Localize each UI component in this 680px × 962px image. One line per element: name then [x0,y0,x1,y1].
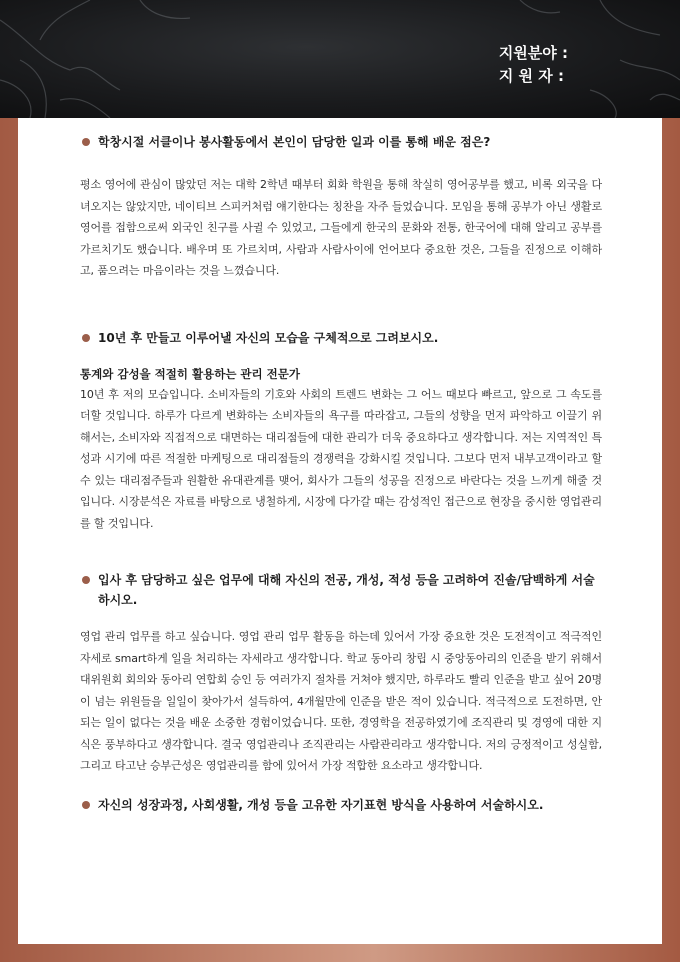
coral-decoration [0,0,680,118]
question-text: 학창시절 서클이나 봉사활동에서 본인이 담당한 일과 이를 통해 배운 점은? [98,135,491,149]
bullet-icon [82,801,90,809]
answer-subheading: 통계와 감성을 적절히 활용하는 관리 전문가 [80,366,300,381]
bullet-icon [82,138,90,146]
bullet-icon [82,576,90,584]
answer-paragraph: 영업 관리 업무를 하고 싶습니다. 영업 관리 업무 활동을 하는데 있어서 가장 중요한 것은 도전적이고 적극적인 자세로 smart하게 일을 처리하는 자세라고 생각합니다. 학교 동아리 창립 시 중앙동아리의 인준을 받기 위해서 대위원회 회의와 동아리 연합회 승인 등 여러가지 절차를 거쳐야 했지만, 하루라도 빨리 인준을 받고 싶어 20명이 넘는 위원들을 일일이 찾아가서 설득하여, 4개월만에 인준을 받은 적이 있습니다. 적극적으로 도전하면, 안 되는 일이 없다는 것을 배운 소중한 경험이었습니다. 또한, 경영학을 전공하였기에 조직관리 및 경영에 대한 지식은 풍부하다고 생각합니다. 결국 영업관리나 조직관리는 사람관리라고 생각합니다. 저의 긍정적이고 성실함, 그리고 타고난 승부근성은 영업관리를 함에 있어서 가장 적합한 요소라고 생각합니다. [80,630,602,772]
question-heading [80,132,602,152]
page-header [0,0,680,118]
question-heading [80,795,602,815]
answer-paragraph: 10년 후 저의 모습입니다. 소비자들의 기호와 사회의 트렌드 변화는 그 어느 때보다 빠르고, 앞으로 그 속도를 더할 것입니다. 하루가 다르게 변화하는 소비자들의 욕구를 따라잡고, 그들의 성향을 먼저 파악하고 이끌기 위해서는, 소비자와 직접적으로 대면하는 대리점들에 대한 관리가 더욱 중요하다고 생각합니다. 저는 지역적인 특성과 시기에 따른 적절한 마케팅으로 대리점들의 경쟁력을 강화시킬 것입니다. 그보다 먼저 내부고객이라고 할 수 있는 대리점주들과 원활한 유대관계를 맺어, 회사가 그들의 성공을 진정으로 바란다는 것을 느끼게 해줄 것입니다. 시장분석은 자료를 바탕으로 냉철하게, 시장에 다가갈 때는 감성적인 접근으로 현장을 중시한 영업관리를 할 것입니다. [80,387,602,530]
question-text: 자신의 성장과정, 사회생활, 개성 등을 고유한 자기표현 방식을 사용하여 서술하시오. [98,797,544,812]
applicant-label: 지 원 자 : [498,67,564,85]
document-content [80,128,602,815]
answer-paragraph: 평소 영어에 관심이 많았던 저는 대학 2학년 때부터 회화 학원을 통해 착실히 영어공부를 했고, 비록 외국을 다녀오지는 않았지만, 네이티브 스피커처럼 얘기한다는 칭찬을 자주 들었습니다. 모임을 통해 공부가 아닌 생활로 영어를 접함으로써 외국인 친구를 사귈 수 있었고, 그들에게 한국의 문화와 전통, 한국어에 대해 알리고 공부를 가르치기도 했습니다. 배우며 또 가르치며, 사람과 사람사이에 언어보다 중요한 것은, 그들을 진정으로 이해하고, 품으려는 마음이라는 것을 느꼈습니다. [80,178,602,277]
bullet-icon [82,334,90,342]
question-text: 입사 후 담당하고 싶은 업무에 대해 자신의 전공, 개성, 적성 등을 고려하여 진솔/담백하게 서술하시오. [98,573,595,607]
question-heading [80,570,602,610]
question-heading [80,328,602,348]
field-label: 지원분야 : [498,44,568,62]
question-text: 10년 후 만들고 이루어낼 자신의 모습을 구체적으로 그려보시오. [98,330,439,345]
